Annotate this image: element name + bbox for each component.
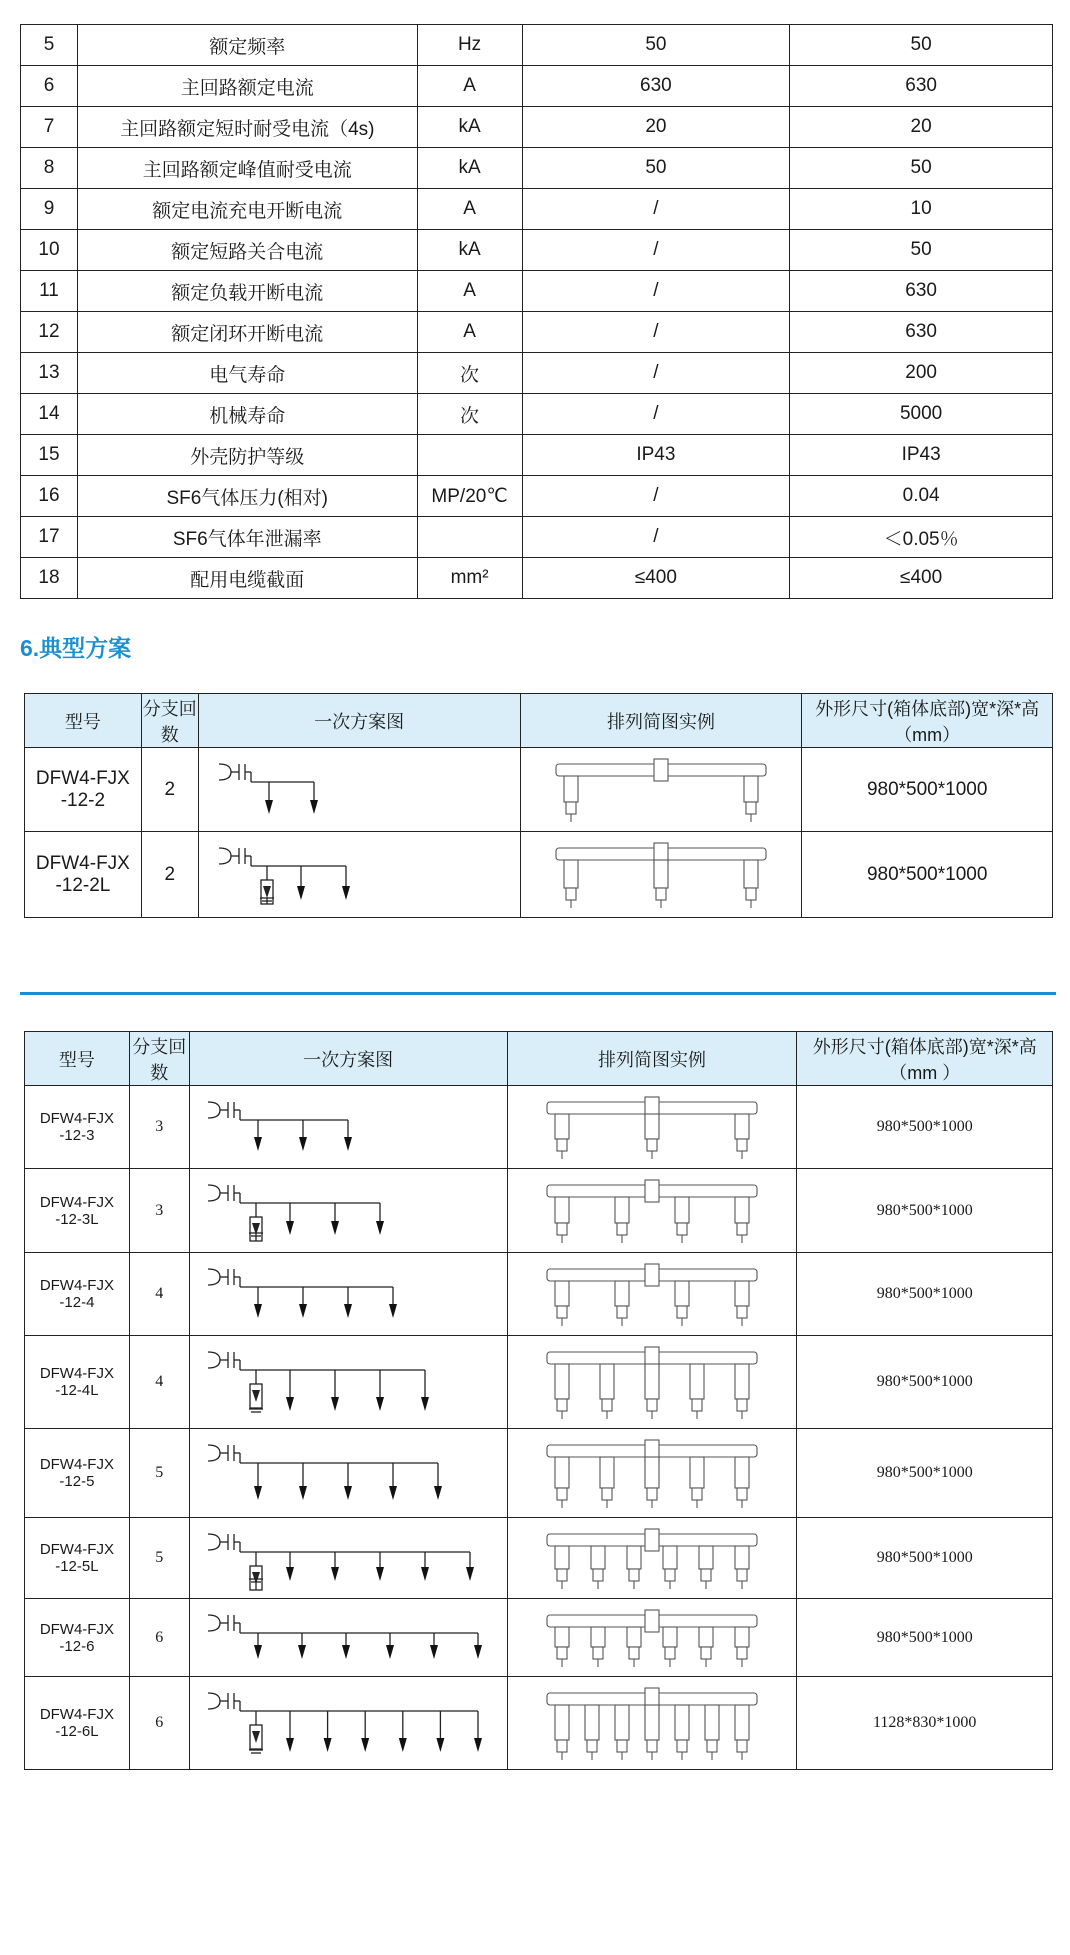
arrangement-sketch [537, 1681, 767, 1766]
layout-cell [507, 1169, 797, 1253]
table-row [21, 271, 1053, 312]
value-a: / [522, 271, 790, 312]
table-row [25, 1599, 1053, 1677]
dimensions: 980*500*1000 [797, 1599, 1053, 1677]
dimensions: 980*500*1000 [802, 832, 1053, 918]
row-number: 11 [21, 271, 78, 312]
branch-count: 2 [141, 748, 198, 832]
item-name: 额定短路关合电流 [77, 230, 417, 271]
branch-count: 3 [129, 1169, 189, 1253]
dimensions: 980*500*1000 [797, 1253, 1053, 1336]
item-name: 机械寿命 [77, 394, 417, 435]
diagram-cell [189, 1677, 507, 1770]
table-row [25, 1086, 1053, 1169]
arrangement-sketch [537, 1340, 767, 1425]
table-row [21, 230, 1053, 271]
table-row [25, 1429, 1053, 1518]
wiring-diagram [198, 1257, 498, 1332]
dimensions: 980*500*1000 [797, 1336, 1053, 1429]
dimensions: 980*500*1000 [797, 1086, 1053, 1169]
dimensions: 980*500*1000 [797, 1169, 1053, 1253]
table-row [21, 353, 1053, 394]
dimensions: 1128*830*1000 [797, 1677, 1053, 1770]
dimensions: 980*500*1000 [797, 1518, 1053, 1599]
wiring-diagram [198, 1603, 498, 1673]
table-row [21, 517, 1053, 558]
row-number: 5 [21, 25, 78, 66]
branch-count: 5 [129, 1518, 189, 1599]
table-row [21, 189, 1053, 230]
unit: A [417, 189, 522, 230]
header-branches: 分支回数 [129, 1032, 189, 1086]
branch-count: 4 [129, 1336, 189, 1429]
table-row [21, 435, 1053, 476]
branch-count: 2 [141, 832, 198, 918]
unit: A [417, 312, 522, 353]
layout-cell [520, 748, 802, 832]
row-number: 17 [21, 517, 78, 558]
value-b: 50 [790, 230, 1053, 271]
value-b: 630 [790, 271, 1053, 312]
value-b: 5000 [790, 394, 1053, 435]
item-name: 额定负载开断电流 [77, 271, 417, 312]
branch-count: 6 [129, 1677, 189, 1770]
layout-cell [507, 1518, 797, 1599]
item-name: 电气寿命 [77, 353, 417, 394]
value-a: IP43 [522, 435, 790, 476]
scheme-table-1 [24, 693, 1053, 918]
value-a: ≤400 [522, 558, 790, 599]
layout-cell [507, 1253, 797, 1336]
arrangement-sketch [537, 1257, 767, 1332]
unit: mm² [417, 558, 522, 599]
table-row [21, 312, 1053, 353]
arrangement-sketch [537, 1603, 767, 1673]
wiring-diagram [198, 1173, 498, 1249]
value-b: 50 [790, 148, 1053, 189]
layout-cell [507, 1336, 797, 1429]
arrangement-sketch [537, 1090, 767, 1165]
value-a: / [522, 394, 790, 435]
header-size: 外形尺寸(箱体底部)宽*深*高（mm ） [797, 1032, 1053, 1086]
table-row [25, 1518, 1053, 1599]
table-row [25, 1253, 1053, 1336]
diagram-cell [189, 1169, 507, 1253]
table-row [25, 748, 1053, 832]
item-name: 主回路额定短时耐受电流（4s) [77, 107, 417, 148]
value-b: 10 [790, 189, 1053, 230]
value-b: ＜0.05％ [790, 517, 1053, 558]
model-name: DFW4-FJX -12-6L [25, 1677, 130, 1770]
value-b: 200 [790, 353, 1053, 394]
branch-count: 4 [129, 1253, 189, 1336]
item-name: 主回路额定电流 [77, 66, 417, 107]
item-name: SF6气体压力(相对) [77, 476, 417, 517]
diagram-cell [189, 1599, 507, 1677]
dimensions: 980*500*1000 [802, 748, 1053, 832]
layout-cell [507, 1086, 797, 1169]
unit: MP/20℃ [417, 476, 522, 517]
value-a: 50 [522, 25, 790, 66]
table-row [21, 148, 1053, 189]
row-number: 14 [21, 394, 78, 435]
value-a: / [522, 312, 790, 353]
header-diagram: 一次方案图 [189, 1032, 507, 1086]
table-row [21, 394, 1053, 435]
row-number: 10 [21, 230, 78, 271]
header-model: 型号 [25, 694, 142, 748]
diagram-cell [198, 748, 520, 832]
diagram-cell [189, 1086, 507, 1169]
table-row [21, 107, 1053, 148]
table-row [21, 25, 1053, 66]
header-size: 外形尺寸(箱体底部)宽*深*高（mm） [802, 694, 1053, 748]
wiring-diagram [198, 1090, 498, 1165]
wiring-diagram [198, 1433, 498, 1514]
unit [417, 517, 522, 558]
wiring-diagram [198, 1340, 498, 1425]
diagram-cell [198, 832, 520, 918]
value-b: 20 [790, 107, 1053, 148]
item-name: SF6气体年泄漏率 [77, 517, 417, 558]
model-name: DFW4-FJX -12-2L [25, 832, 142, 918]
table-row [21, 558, 1053, 599]
header-diagram: 一次方案图 [198, 694, 520, 748]
header-layout: 排列简图实例 [520, 694, 802, 748]
row-number: 13 [21, 353, 78, 394]
row-number: 18 [21, 558, 78, 599]
spec-table [20, 24, 1053, 599]
layout-cell [507, 1599, 797, 1677]
table-row [25, 1336, 1053, 1429]
model-name: DFW4-FJX -12-4L [25, 1336, 130, 1429]
diagram-cell [189, 1429, 507, 1518]
table-row [25, 1677, 1053, 1770]
value-a: 50 [522, 148, 790, 189]
value-b: IP43 [790, 435, 1053, 476]
layout-cell [507, 1429, 797, 1518]
unit: Hz [417, 25, 522, 66]
diagram-cell [189, 1253, 507, 1336]
value-a: 630 [522, 66, 790, 107]
item-name: 额定频率 [77, 25, 417, 66]
row-number: 16 [21, 476, 78, 517]
unit: kA [417, 230, 522, 271]
value-b: 630 [790, 312, 1053, 353]
value-a: / [522, 230, 790, 271]
model-name: DFW4-FJX -12-4 [25, 1253, 130, 1336]
value-b: 0.04 [790, 476, 1053, 517]
section-divider [20, 992, 1056, 995]
value-a: / [522, 517, 790, 558]
unit: kA [417, 107, 522, 148]
arrangement-sketch [537, 1522, 767, 1595]
model-name: DFW4-FJX -12-6 [25, 1599, 130, 1677]
section-title: 6.典型方案 [20, 635, 132, 661]
item-name: 额定闭环开断电流 [77, 312, 417, 353]
layout-cell [520, 832, 802, 918]
row-number: 9 [21, 189, 78, 230]
item-name: 额定电流充电开断电流 [77, 189, 417, 230]
value-a: / [522, 476, 790, 517]
row-number: 7 [21, 107, 78, 148]
branch-count: 6 [129, 1599, 189, 1677]
model-name: DFW4-FJX -12-3 [25, 1086, 130, 1169]
value-a: 20 [522, 107, 790, 148]
unit [417, 435, 522, 476]
arrangement-sketch [546, 836, 776, 914]
item-name: 配用电缆截面 [77, 558, 417, 599]
item-name: 主回路额定峰值耐受电流 [77, 148, 417, 189]
value-a: / [522, 353, 790, 394]
model-name: DFW4-FJX -12-3L [25, 1169, 130, 1253]
wiring-diagram [209, 836, 509, 914]
arrangement-sketch [537, 1433, 767, 1514]
diagram-cell [189, 1336, 507, 1429]
row-number: 8 [21, 148, 78, 189]
dimensions: 980*500*1000 [797, 1429, 1053, 1518]
wiring-diagram [209, 752, 509, 828]
branch-count: 5 [129, 1429, 189, 1518]
model-name: DFW4-FJX -12-2 [25, 748, 142, 832]
scheme-table-2 [24, 1031, 1053, 1770]
wiring-diagram [198, 1681, 498, 1766]
unit: kA [417, 148, 522, 189]
layout-cell [507, 1677, 797, 1770]
row-number: 15 [21, 435, 78, 476]
value-b: 50 [790, 25, 1053, 66]
header-model: 型号 [25, 1032, 130, 1086]
wiring-diagram [198, 1522, 498, 1595]
item-name: 外壳防护等级 [77, 435, 417, 476]
table-row [21, 66, 1053, 107]
value-b: 630 [790, 66, 1053, 107]
table-row [25, 832, 1053, 918]
diagram-cell [189, 1518, 507, 1599]
table-row [25, 1169, 1053, 1253]
row-number: 6 [21, 66, 78, 107]
unit: A [417, 271, 522, 312]
unit: 次 [417, 394, 522, 435]
header-branches: 分支回数 [141, 694, 198, 748]
header-layout: 排列简图实例 [507, 1032, 797, 1086]
row-number: 12 [21, 312, 78, 353]
branch-count: 3 [129, 1086, 189, 1169]
arrangement-sketch [546, 752, 776, 828]
unit: 次 [417, 353, 522, 394]
value-b: ≤400 [790, 558, 1053, 599]
model-name: DFW4-FJX -12-5 [25, 1429, 130, 1518]
arrangement-sketch [537, 1173, 767, 1249]
table-row [21, 476, 1053, 517]
model-name: DFW4-FJX -12-5L [25, 1518, 130, 1599]
value-a: / [522, 189, 790, 230]
unit: A [417, 66, 522, 107]
